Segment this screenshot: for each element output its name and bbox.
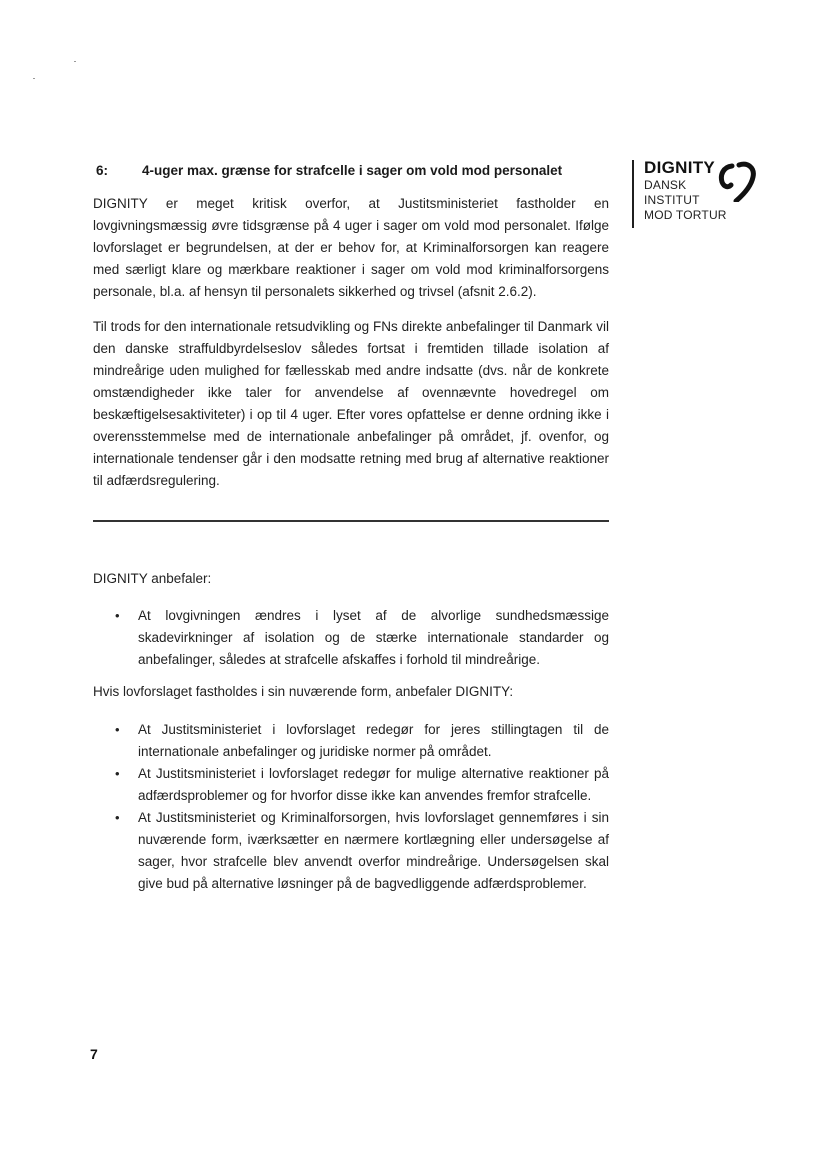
list-item-text: At lovgivningen ændres i lyset af de alvorlige sundhedsmæssige skadevirkninger af isolation og de stærke internationale standarder og anbefalinger, således at strafcelle afskaffes i forhold til mindreårige. [138, 608, 609, 667]
logo-line-2: INSTITUT [644, 193, 700, 207]
scan-speck [33, 78, 35, 79]
bullet-icon: • [115, 608, 120, 623]
dignity-emblem-icon [718, 160, 758, 202]
section-number: 6: [96, 163, 109, 178]
dignity-logo [632, 158, 772, 238]
list-item-text: At Justitsministeriet i lovforslaget redegør for mulige alternative reaktioner på adfærdsproblemer og for hvorfor disse ikke kan anvendes fremfor strafcelle. [138, 766, 609, 803]
logo-divider [632, 160, 634, 228]
section-title: 4-uger max. grænse for strafcelle i sager om vold mod personalet [142, 163, 563, 178]
conditional-intro: Hvis lovforslaget fastholdes i sin nuværende form, anbefaler DIGNITY: [93, 684, 514, 699]
paragraph: Til trods for den internationale retsudvikling og FNs direkte anbefalinger til Danmark vil den danske straffuldbyrdelseslov således fortsat i fremtiden tillade isolation af mindreårige uden mulighed for fællesskab med andre indsatte (dvs. når de konkrete omstændigheder ikke taler for anvendelse af ovennævnte hovedregel om beskæftigelsesaktiviteter) i op til 4 uger. Efter vores opfattelse er denne ordning ikke i overensstemmelse med de internationale anbefalinger på området, jf. ovenfor, og internationale tendenser går i den modsatte retning med brug af alternative reaktioner til adfærdsregulering. [93, 319, 609, 488]
list-item-text: At Justitsministeriet i lovforslaget redegør for jeres stillingtagen til de internationale anbefalinger og juridiske normer på området. [138, 722, 609, 759]
list-item [115, 763, 609, 807]
conditional-recommendation-list [115, 719, 609, 895]
list-item [115, 807, 609, 895]
list-item [115, 605, 609, 671]
logo-line-1: DANSK [644, 178, 687, 192]
list-item-text: At Justitsministeriet og Kriminalforsorgen, hvis lovforslaget gennemføres i sin nuværende form, iværksætter en nærmere kortlægning eller undersøgelse af sager, hvor strafcelle blev anvendt overfor mindreårige. Undersøgelsen skal give bud på alternative løsninger på de bagvedliggende adfærdsproblemer. [138, 810, 609, 891]
page-number: 7 [90, 1046, 98, 1062]
bullet-icon: • [115, 810, 120, 825]
bullet-icon: • [115, 766, 120, 781]
logo-line-3: MOD TORTUR [644, 208, 727, 222]
paragraph: DIGNITY er meget kritisk overfor, at Justitsministeriet fastholder en lovgivningsmæssig øvre tidsgrænse på 4 uger i sager om vold mod personalet. Ifølge lovforslaget er begrundelsen, at der er behov for, at Kriminalforsorgen kan reagere med særligt klare og mærkbare reaktioner i sager om vold mod kriminalforsorgens personale, bl.a. af hensyn til personalets sikkerhed og trivsel (afsnit 2.6.2). [93, 196, 609, 299]
section-heading [96, 163, 562, 178]
recommendation-intro: DIGNITY anbefaler: [93, 571, 212, 586]
section-divider [93, 520, 609, 522]
list-item [115, 719, 609, 763]
scan-speck [74, 61, 76, 62]
bullet-icon: • [115, 722, 120, 737]
logo-name: DIGNITY [644, 158, 716, 177]
recommendation-list [115, 605, 609, 671]
